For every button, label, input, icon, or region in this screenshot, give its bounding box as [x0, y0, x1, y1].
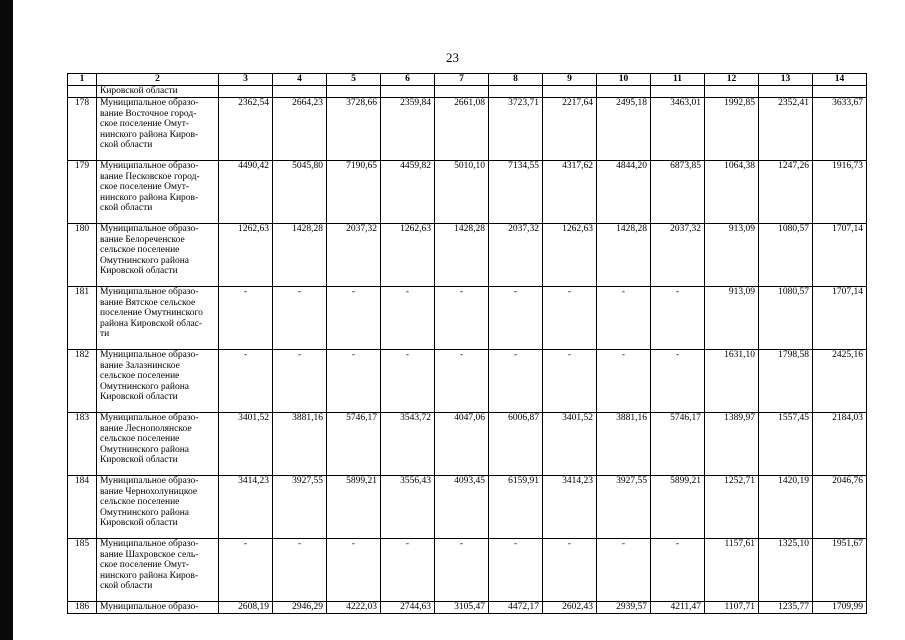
header-cell: 9: [543, 74, 597, 86]
value-cell: 2495,18: [597, 98, 651, 161]
value-cell: 5746,17: [651, 413, 705, 476]
value-cell: 2037,32: [489, 224, 543, 287]
table-row: [68, 476, 867, 539]
name-line: Кировской области: [100, 392, 178, 402]
name-line: вание Песковское город-: [100, 171, 200, 182]
table-row: [68, 539, 867, 602]
value-cell: 1080,57: [759, 287, 813, 350]
value-cell: -: [651, 350, 705, 413]
name-line: ское поселение Омут-: [100, 182, 190, 192]
empty-cell: [759, 86, 813, 98]
value-cell: 1951,67: [813, 539, 867, 602]
name-line: нинского района Киров-: [100, 129, 199, 140]
name-line: Омутнинского района: [100, 255, 190, 266]
page-number: 23: [446, 50, 459, 65]
value-cell: 5010,10: [435, 161, 489, 224]
value-cell: 4317,62: [543, 161, 597, 224]
value-cell: -: [273, 539, 327, 602]
value-cell: 2425,16: [813, 350, 867, 413]
table-row: [68, 350, 867, 413]
value-cell: 913,09: [705, 287, 759, 350]
name-line: вание Белореченское: [100, 234, 185, 245]
name-line: Муниципальное образо-: [100, 161, 199, 171]
value-cell: -: [651, 539, 705, 602]
name-line: ти: [100, 329, 110, 339]
value-cell: -: [381, 539, 435, 602]
name-line: сельское поселение: [100, 497, 180, 507]
value-cell: 1798,58: [759, 350, 813, 413]
name-line: Муниципальное образо-: [100, 602, 199, 612]
header-cell: 11: [651, 74, 705, 86]
value-cell: 2661,08: [435, 98, 489, 161]
name-line: нинского района Киров-: [100, 570, 199, 581]
value-cell: 3927,55: [273, 476, 327, 539]
value-cell: 3401,52: [543, 413, 597, 476]
header-cell: 5: [327, 74, 381, 86]
value-cell: 1389,97: [705, 413, 759, 476]
table-row: [68, 287, 867, 350]
municipality-name: [97, 287, 219, 350]
empty-cell: [813, 86, 867, 98]
value-cell: -: [219, 287, 273, 350]
row-number: 178: [68, 98, 97, 161]
name-line: ское поселение Омут-: [100, 119, 190, 129]
empty-cell: [705, 86, 759, 98]
value-cell: 2744,63: [381, 602, 435, 614]
value-cell: 1707,14: [813, 287, 867, 350]
value-cell: 4472,17: [489, 602, 543, 614]
value-cell: 4222,03: [327, 602, 381, 614]
value-cell: 3881,16: [273, 413, 327, 476]
value-cell: 1557,45: [759, 413, 813, 476]
header-cell: 13: [759, 74, 813, 86]
value-cell: 1428,28: [597, 224, 651, 287]
table-header-row: [68, 74, 867, 86]
row-number: 183: [68, 413, 97, 476]
value-cell: 1262,63: [543, 224, 597, 287]
value-cell: 1262,63: [381, 224, 435, 287]
value-cell: -: [597, 539, 651, 602]
value-cell: 1428,28: [273, 224, 327, 287]
value-cell: 2362,54: [219, 98, 273, 161]
value-cell: -: [327, 287, 381, 350]
value-cell: 4490,42: [219, 161, 273, 224]
value-cell: 2359,84: [381, 98, 435, 161]
municipality-name: [97, 476, 219, 539]
data-table: [67, 73, 867, 614]
value-cell: 3543,72: [381, 413, 435, 476]
municipality-name: [97, 224, 219, 287]
continuation-row: [68, 86, 867, 98]
row-number: 185: [68, 539, 97, 602]
table-row: [68, 98, 867, 161]
table-row: [68, 413, 867, 476]
name-line: вание Шахровское сель-: [100, 549, 199, 560]
value-cell: 1262,63: [219, 224, 273, 287]
municipality-name: [97, 98, 219, 161]
value-cell: -: [435, 539, 489, 602]
value-cell: 7134,55: [489, 161, 543, 224]
value-cell: 1707,14: [813, 224, 867, 287]
name-line: вание Залазнинское: [100, 360, 180, 371]
header-cell: 8: [489, 74, 543, 86]
scan-edge-bar: [0, 0, 13, 640]
value-cell: 1992,85: [705, 98, 759, 161]
value-cell: 1107,71: [705, 602, 759, 614]
value-cell: -: [273, 287, 327, 350]
header-cell: 10: [597, 74, 651, 86]
value-cell: 3414,23: [219, 476, 273, 539]
name-line: Муниципальное образо-: [100, 539, 199, 549]
value-cell: 1157,61: [705, 539, 759, 602]
municipality-name: [97, 413, 219, 476]
name-line: сельское поселение: [100, 371, 180, 381]
empty-cell: [543, 86, 597, 98]
value-cell: 3463,01: [651, 98, 705, 161]
value-cell: 3105,47: [435, 602, 489, 614]
name-line: сельское поселение: [100, 434, 180, 444]
value-cell: -: [651, 287, 705, 350]
value-cell: 5899,21: [651, 476, 705, 539]
value-cell: 3633,67: [813, 98, 867, 161]
value-cell: 2602,43: [543, 602, 597, 614]
name-line: поселение Омутнинского: [100, 308, 203, 318]
value-cell: 1709,99: [813, 602, 867, 614]
value-cell: 5746,17: [327, 413, 381, 476]
value-cell: -: [381, 287, 435, 350]
table-row: [68, 224, 867, 287]
empty-cell: [651, 86, 705, 98]
name-line: Муниципальное образо-: [100, 287, 199, 297]
row-number: 179: [68, 161, 97, 224]
empty-cell: [597, 86, 651, 98]
value-cell: -: [327, 539, 381, 602]
empty-cell: [327, 86, 381, 98]
value-cell: -: [273, 350, 327, 413]
value-cell: -: [219, 539, 273, 602]
name-line: Омутнинского района: [100, 507, 190, 518]
empty-cell: [381, 86, 435, 98]
value-cell: -: [543, 287, 597, 350]
value-cell: -: [489, 287, 543, 350]
value-cell: 2037,32: [651, 224, 705, 287]
value-cell: 3556,43: [381, 476, 435, 539]
name-line: Муниципальное образо-: [100, 350, 199, 360]
value-cell: -: [597, 287, 651, 350]
value-cell: 6006,87: [489, 413, 543, 476]
name-line: Омутнинского района: [100, 444, 190, 455]
value-cell: -: [327, 350, 381, 413]
value-cell: -: [489, 539, 543, 602]
name-line: ской области: [100, 581, 153, 591]
value-cell: 2664,23: [273, 98, 327, 161]
value-cell: 3728,66: [327, 98, 381, 161]
value-cell: 3927,55: [597, 476, 651, 539]
value-cell: 2946,29: [273, 602, 327, 614]
value-cell: 2046,76: [813, 476, 867, 539]
value-cell: 1252,71: [705, 476, 759, 539]
name-line: ской области: [100, 203, 153, 213]
row-number: 186: [68, 602, 97, 614]
header-cell: 1: [68, 74, 97, 86]
name-line: Омутнинского района: [100, 381, 190, 392]
row-number: 181: [68, 287, 97, 350]
value-cell: 4093,45: [435, 476, 489, 539]
value-cell: -: [543, 539, 597, 602]
empty-cell: [273, 86, 327, 98]
header-cell: 14: [813, 74, 867, 86]
value-cell: 3414,23: [543, 476, 597, 539]
name-line: вание Леснополянское: [100, 423, 192, 434]
header-cell: 12: [705, 74, 759, 86]
row-number: 182: [68, 350, 97, 413]
value-cell: -: [543, 350, 597, 413]
value-cell: 1916,73: [813, 161, 867, 224]
value-cell: 7190,65: [327, 161, 381, 224]
name-line: ской области: [100, 140, 153, 150]
name-line: вание Вятское сельское: [100, 297, 196, 308]
value-cell: 1428,28: [435, 224, 489, 287]
name-line: сельское поселение: [100, 245, 180, 255]
value-cell: 4211,47: [651, 602, 705, 614]
value-cell: 913,09: [705, 224, 759, 287]
value-cell: 1631,10: [705, 350, 759, 413]
value-cell: -: [219, 350, 273, 413]
value-cell: -: [435, 287, 489, 350]
value-cell: 4844,20: [597, 161, 651, 224]
name-line: Муниципальное образо-: [100, 224, 199, 234]
name-line: Кировской области: [100, 518, 178, 528]
value-cell: 1325,10: [759, 539, 813, 602]
value-cell: 2184,03: [813, 413, 867, 476]
value-cell: 1235,77: [759, 602, 813, 614]
header-cell: 3: [219, 74, 273, 86]
header-cell: 6: [381, 74, 435, 86]
name-line: нинского района Киров-: [100, 192, 199, 203]
name-line: вание Восточное город-: [100, 108, 197, 119]
empty-cell: [219, 86, 273, 98]
name-line: Кировской области: [100, 266, 178, 276]
name-line: Муниципальное образо-: [100, 98, 199, 108]
header-cell: 4: [273, 74, 327, 86]
empty-cell: [435, 86, 489, 98]
value-cell: 1064,38: [705, 161, 759, 224]
row-number: 184: [68, 476, 97, 539]
value-cell: 1247,26: [759, 161, 813, 224]
value-cell: 6159,91: [489, 476, 543, 539]
value-cell: 1080,57: [759, 224, 813, 287]
table-row: [68, 602, 867, 614]
value-cell: 2352,41: [759, 98, 813, 161]
table-row: [68, 161, 867, 224]
municipality-name: [97, 161, 219, 224]
empty-cell: [489, 86, 543, 98]
value-cell: 3723,71: [489, 98, 543, 161]
value-cell: 2939,57: [597, 602, 651, 614]
name-line: вание Чернохолуницкое: [100, 486, 198, 497]
value-cell: 4047,06: [435, 413, 489, 476]
value-cell: 1420,19: [759, 476, 813, 539]
value-cell: -: [381, 350, 435, 413]
value-cell: 3881,16: [597, 413, 651, 476]
value-cell: -: [435, 350, 489, 413]
value-cell: -: [489, 350, 543, 413]
continuation-text: Кировской области: [97, 86, 219, 98]
value-cell: -: [597, 350, 651, 413]
empty-cell: [68, 86, 97, 98]
municipality-name: [97, 602, 219, 614]
name-line: Муниципальное образо-: [100, 476, 199, 486]
value-cell: 5899,21: [327, 476, 381, 539]
municipality-name: [97, 350, 219, 413]
row-number: 180: [68, 224, 97, 287]
value-cell: 6873,85: [651, 161, 705, 224]
name-line: Кировской области: [100, 455, 178, 465]
name-line: ское поселение Омут-: [100, 560, 190, 570]
name-line: Муниципальное образо-: [100, 413, 199, 423]
header-cell: 2: [97, 74, 219, 86]
name-line: района Кировской облас-: [100, 318, 203, 329]
value-cell: 2608,19: [219, 602, 273, 614]
value-cell: 5045,80: [273, 161, 327, 224]
municipality-name: [97, 539, 219, 602]
header-cell: 7: [435, 74, 489, 86]
value-cell: 3401,52: [219, 413, 273, 476]
value-cell: 4459,82: [381, 161, 435, 224]
value-cell: 2037,32: [327, 224, 381, 287]
value-cell: 2217,64: [543, 98, 597, 161]
